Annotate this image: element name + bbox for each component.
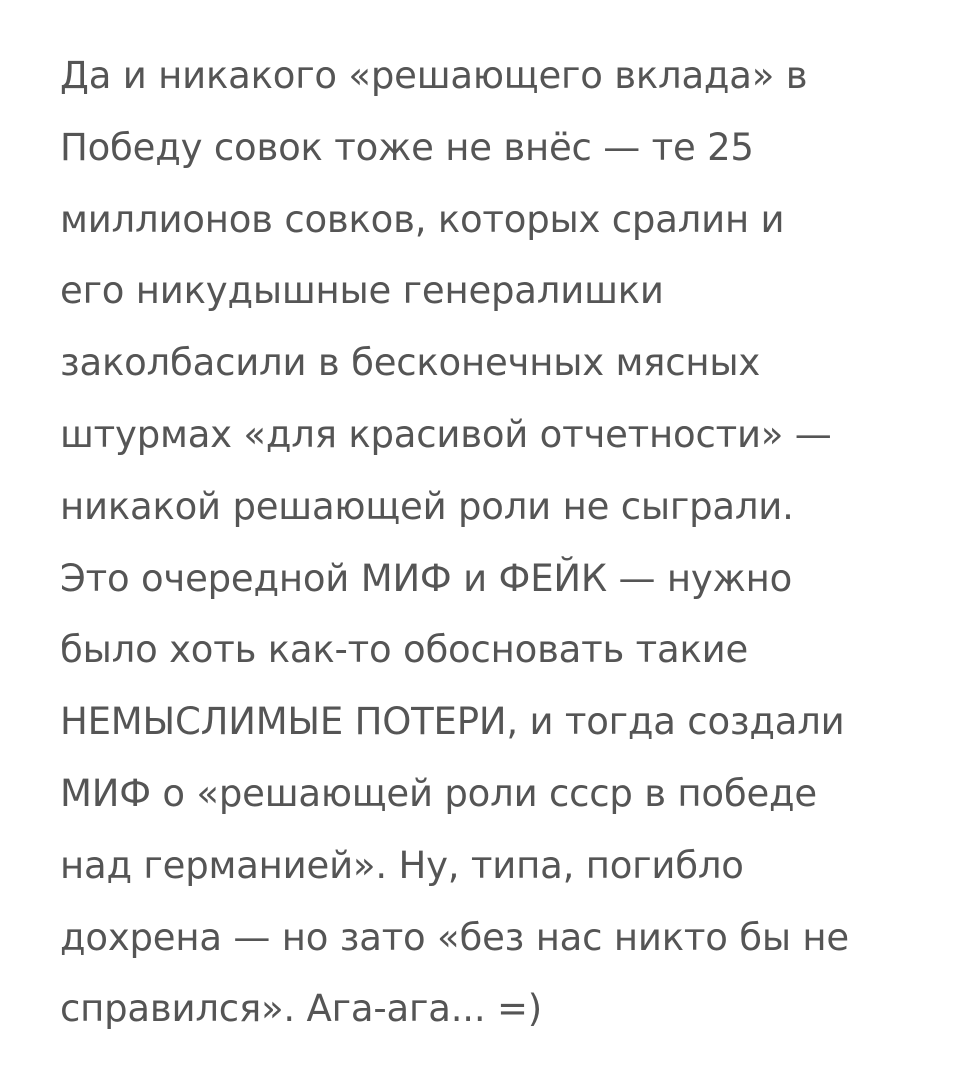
text-line: Победу совок тоже не внёс — те 25 [60,125,754,169]
text-line: заколбасили в бесконечных мясных [60,341,761,385]
text-line: штурмах «для красивой отчетности» — [60,412,832,456]
article-paragraph [60,40,920,1045]
text-line: НЕМЫСЛИМЫЕ ПОТЕРИ, и тогда создали [60,700,845,744]
text-line: дохрена — но зато «без нас никто бы не [60,915,849,959]
text-line: справился». Ага-ага... =) [60,987,542,1031]
text-line: его никудышные генералишки [60,269,664,313]
text-line: над германией». Ну, типа, погибло [60,843,744,887]
text-line: миллионов совков, которых сралин и [60,197,785,241]
text-line: Это очередной МИФ и ФЕЙК — нужно [60,556,793,600]
text-line: Да и никакого «решающего вклада» в [60,54,808,97]
text-line: было хоть как-то обосновать такие [60,628,749,672]
text-line: МИФ о «решающей роли ссср в победе [60,771,817,815]
text-line: никакой решающей роли не сыграли. [60,484,794,528]
